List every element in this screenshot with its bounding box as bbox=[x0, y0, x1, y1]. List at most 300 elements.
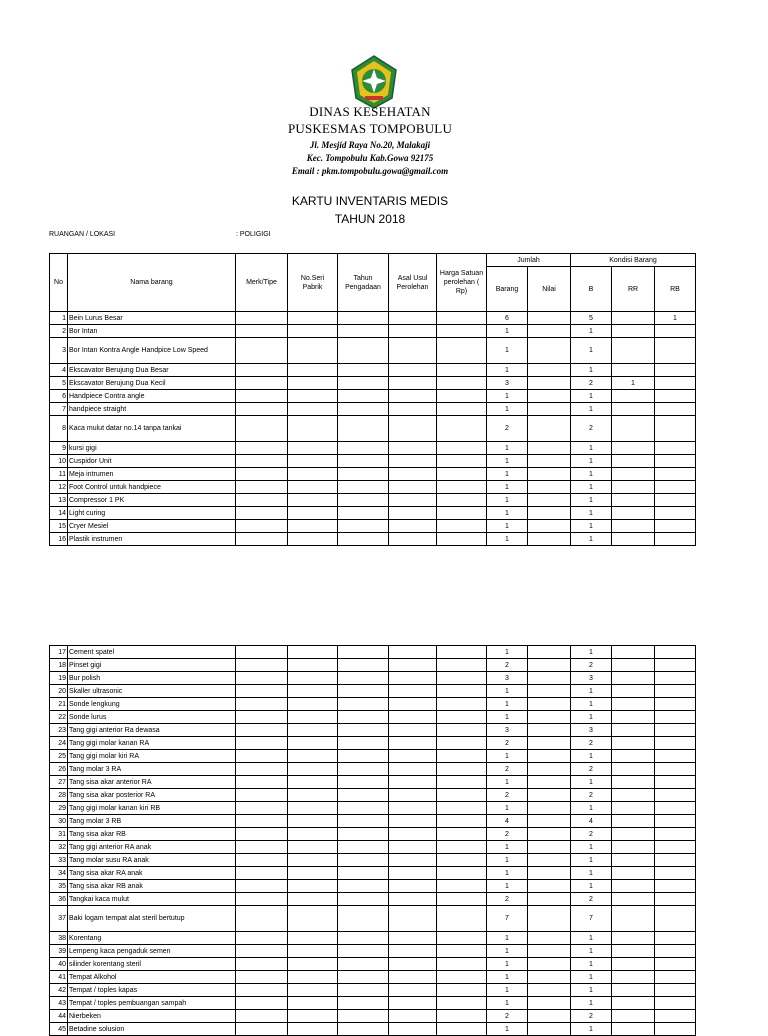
table-row bbox=[50, 481, 696, 494]
kondisi-rr bbox=[612, 468, 655, 481]
barang-count: 1 bbox=[487, 750, 528, 763]
nilai-cell bbox=[528, 468, 571, 481]
kondisi-rr bbox=[612, 828, 655, 841]
barang-count: 1 bbox=[487, 507, 528, 520]
kondisi-rr bbox=[612, 763, 655, 776]
table-row bbox=[50, 945, 696, 958]
kondisi-b: 1 bbox=[571, 533, 612, 546]
kondisi-b: 1 bbox=[571, 364, 612, 377]
kondisi-rr bbox=[612, 750, 655, 763]
harga-cell bbox=[437, 893, 487, 906]
kondisi-rr bbox=[612, 338, 655, 364]
col-barang: Barang bbox=[487, 267, 528, 312]
nilai-cell bbox=[528, 711, 571, 724]
no: 23 bbox=[50, 724, 68, 737]
tahun-cell bbox=[338, 325, 389, 338]
no: 19 bbox=[50, 672, 68, 685]
kondisi-rr bbox=[612, 776, 655, 789]
merk-cell bbox=[236, 416, 288, 442]
nilai-cell bbox=[528, 685, 571, 698]
item-name: Handpiece Contra angle bbox=[68, 390, 236, 403]
table-row bbox=[50, 815, 696, 828]
seri-cell bbox=[288, 841, 338, 854]
barang-count: 2 bbox=[487, 789, 528, 802]
col-rr: RR bbox=[612, 267, 655, 312]
kondisi-rb bbox=[655, 789, 696, 802]
nilai-cell bbox=[528, 828, 571, 841]
kondisi-b: 2 bbox=[571, 416, 612, 442]
nilai-cell bbox=[528, 880, 571, 893]
harga-cell bbox=[437, 672, 487, 685]
asal-cell bbox=[389, 672, 437, 685]
kondisi-rr bbox=[612, 1010, 655, 1023]
asal-cell bbox=[389, 945, 437, 958]
nilai-cell bbox=[528, 776, 571, 789]
kondisi-rr bbox=[612, 659, 655, 672]
inventory-table-page1 bbox=[49, 253, 696, 546]
asal-cell bbox=[389, 802, 437, 815]
harga-cell bbox=[437, 789, 487, 802]
nilai-cell bbox=[528, 893, 571, 906]
kondisi-rb bbox=[655, 533, 696, 546]
kondisi-rr bbox=[612, 789, 655, 802]
barang-count: 1 bbox=[487, 841, 528, 854]
harga-cell bbox=[437, 685, 487, 698]
kondisi-rr bbox=[612, 312, 655, 325]
asal-cell bbox=[389, 984, 437, 997]
harga-cell bbox=[437, 403, 487, 416]
kondisi-rb bbox=[655, 802, 696, 815]
table-row bbox=[50, 711, 696, 724]
kondisi-b: 2 bbox=[571, 1010, 612, 1023]
kondisi-rr bbox=[612, 841, 655, 854]
tahun-cell bbox=[338, 880, 389, 893]
barang-count: 2 bbox=[487, 763, 528, 776]
no: 4 bbox=[50, 364, 68, 377]
item-name: Korentang bbox=[68, 932, 236, 945]
seri-cell bbox=[288, 455, 338, 468]
barang-count: 1 bbox=[487, 468, 528, 481]
nilai-cell bbox=[528, 646, 571, 659]
barang-count: 1 bbox=[487, 455, 528, 468]
tahun-cell bbox=[338, 646, 389, 659]
seri-cell bbox=[288, 698, 338, 711]
seri-cell bbox=[288, 867, 338, 880]
barang-count: 1 bbox=[487, 932, 528, 945]
no: 41 bbox=[50, 971, 68, 984]
kondisi-rr bbox=[612, 672, 655, 685]
tahun-cell bbox=[338, 945, 389, 958]
no: 44 bbox=[50, 1010, 68, 1023]
nilai-cell bbox=[528, 867, 571, 880]
kondisi-rb bbox=[655, 698, 696, 711]
kondisi-rb bbox=[655, 685, 696, 698]
seri-cell bbox=[288, 958, 338, 971]
barang-count: 2 bbox=[487, 737, 528, 750]
harga-cell bbox=[437, 646, 487, 659]
barang-count: 1 bbox=[487, 646, 528, 659]
no: 5 bbox=[50, 377, 68, 390]
kondisi-rr bbox=[612, 802, 655, 815]
table-row bbox=[50, 403, 696, 416]
merk-cell bbox=[236, 724, 288, 737]
email-line: Email : pkm.tompobulu.gowa@gmail.com bbox=[291, 166, 449, 176]
item-name: Sonde lengkung bbox=[68, 698, 236, 711]
item-name: Tempat / toples pembuangan sampah bbox=[68, 997, 236, 1010]
kondisi-rr: 1 bbox=[612, 377, 655, 390]
merk-cell bbox=[236, 442, 288, 455]
nilai-cell bbox=[528, 672, 571, 685]
seri-cell bbox=[288, 507, 338, 520]
no: 30 bbox=[50, 815, 68, 828]
tahun-cell bbox=[338, 971, 389, 984]
tahun-cell bbox=[338, 828, 389, 841]
table-row bbox=[50, 867, 696, 880]
nilai-cell bbox=[528, 997, 571, 1010]
asal-cell bbox=[389, 776, 437, 789]
harga-cell bbox=[437, 364, 487, 377]
merk-cell bbox=[236, 533, 288, 546]
harga-cell bbox=[437, 533, 487, 546]
dept-name: DINAS KESEHATAN bbox=[309, 104, 431, 119]
no: 31 bbox=[50, 828, 68, 841]
col-seri: No.Seri Pabrik bbox=[288, 254, 338, 312]
center-name: PUSKESMAS TOMPOBULU bbox=[287, 121, 453, 136]
item-name: Tang molar susu RA anak bbox=[68, 854, 236, 867]
kondisi-b: 1 bbox=[571, 685, 612, 698]
nilai-cell bbox=[528, 763, 571, 776]
harga-cell bbox=[437, 325, 487, 338]
nilai-cell bbox=[528, 338, 571, 364]
no: 1 bbox=[50, 312, 68, 325]
kondisi-rr bbox=[612, 442, 655, 455]
asal-cell bbox=[389, 867, 437, 880]
item-name: Pinset gigi bbox=[68, 659, 236, 672]
item-name: Compressor 1 PK bbox=[68, 494, 236, 507]
barang-count: 3 bbox=[487, 724, 528, 737]
table-row bbox=[50, 958, 696, 971]
kondisi-b: 2 bbox=[571, 737, 612, 750]
kondisi-b: 1 bbox=[571, 468, 612, 481]
merk-cell bbox=[236, 312, 288, 325]
kondisi-rr bbox=[612, 815, 655, 828]
seri-cell bbox=[288, 1010, 338, 1023]
table-row bbox=[50, 377, 696, 390]
tahun-cell bbox=[338, 815, 389, 828]
kondisi-rb bbox=[655, 984, 696, 997]
merk-cell bbox=[236, 750, 288, 763]
kondisi-rb bbox=[655, 893, 696, 906]
tahun-cell bbox=[338, 841, 389, 854]
item-name: Tang gigi anterior Ra dewasa bbox=[68, 724, 236, 737]
kondisi-b: 1 bbox=[571, 945, 612, 958]
merk-cell bbox=[236, 659, 288, 672]
nilai-cell bbox=[528, 958, 571, 971]
no: 25 bbox=[50, 750, 68, 763]
asal-cell bbox=[389, 828, 437, 841]
kondisi-rr bbox=[612, 481, 655, 494]
item-name: Tang gigi molar kanan RA bbox=[68, 737, 236, 750]
nilai-cell bbox=[528, 984, 571, 997]
kondisi-b: 1 bbox=[571, 1023, 612, 1036]
table-row bbox=[50, 880, 696, 893]
seri-cell bbox=[288, 338, 338, 364]
item-name: kursi gigi bbox=[68, 442, 236, 455]
item-name: Foot Control untuk handpiece bbox=[68, 481, 236, 494]
harga-cell bbox=[437, 1023, 487, 1036]
nilai-cell bbox=[528, 932, 571, 945]
tahun-cell bbox=[338, 724, 389, 737]
item-name: Tangkai kaca mulut bbox=[68, 893, 236, 906]
table-row bbox=[50, 659, 696, 672]
harga-cell bbox=[437, 659, 487, 672]
tahun-cell bbox=[338, 997, 389, 1010]
location-label: RUANGAN / LOKASI bbox=[49, 231, 116, 238]
no: 26 bbox=[50, 763, 68, 776]
nilai-cell bbox=[528, 971, 571, 984]
item-name: Tang gigi molar kanan kiri RB bbox=[68, 802, 236, 815]
col-no: No bbox=[50, 254, 68, 312]
kondisi-rb bbox=[655, 377, 696, 390]
kondisi-b: 2 bbox=[571, 763, 612, 776]
kondisi-rr bbox=[612, 958, 655, 971]
nilai-cell bbox=[528, 403, 571, 416]
merk-cell bbox=[236, 997, 288, 1010]
kondisi-rr bbox=[612, 893, 655, 906]
col-harga: Harga Satuan perolehan ( Rp) bbox=[437, 254, 487, 312]
tahun-cell bbox=[338, 984, 389, 997]
merk-cell bbox=[236, 880, 288, 893]
table-row bbox=[50, 984, 696, 997]
kondisi-b: 2 bbox=[571, 893, 612, 906]
kondisi-rb bbox=[655, 455, 696, 468]
kondisi-rb bbox=[655, 659, 696, 672]
table-row bbox=[50, 971, 696, 984]
barang-count: 1 bbox=[487, 533, 528, 546]
merk-cell bbox=[236, 481, 288, 494]
no: 15 bbox=[50, 520, 68, 533]
nilai-cell bbox=[528, 1023, 571, 1036]
item-name: Betadine solusion bbox=[68, 1023, 236, 1036]
kondisi-rb bbox=[655, 828, 696, 841]
asal-cell bbox=[389, 481, 437, 494]
harga-cell bbox=[437, 416, 487, 442]
harga-cell bbox=[437, 390, 487, 403]
seri-cell bbox=[288, 945, 338, 958]
kondisi-rr bbox=[612, 403, 655, 416]
tahun-cell bbox=[338, 711, 389, 724]
harga-cell bbox=[437, 971, 487, 984]
seri-cell bbox=[288, 659, 338, 672]
harga-cell bbox=[437, 468, 487, 481]
seri-cell bbox=[288, 737, 338, 750]
kondisi-b: 1 bbox=[571, 698, 612, 711]
item-name: Nierbeken bbox=[68, 1010, 236, 1023]
item-name: Baki logam tempat alat steril bertutup bbox=[68, 906, 236, 932]
kondisi-rb bbox=[655, 841, 696, 854]
nilai-cell bbox=[528, 815, 571, 828]
tahun-cell bbox=[338, 390, 389, 403]
seri-cell bbox=[288, 776, 338, 789]
kondisi-rb bbox=[655, 737, 696, 750]
kondisi-b: 1 bbox=[571, 646, 612, 659]
asal-cell bbox=[389, 711, 437, 724]
no: 35 bbox=[50, 880, 68, 893]
harga-cell bbox=[437, 763, 487, 776]
no: 11 bbox=[50, 468, 68, 481]
merk-cell bbox=[236, 390, 288, 403]
tahun-cell bbox=[338, 494, 389, 507]
kondisi-rb bbox=[655, 711, 696, 724]
kondisi-rr bbox=[612, 520, 655, 533]
barang-count: 1 bbox=[487, 1023, 528, 1036]
asal-cell bbox=[389, 659, 437, 672]
kondisi-rr bbox=[612, 364, 655, 377]
asal-cell bbox=[389, 494, 437, 507]
no: 10 bbox=[50, 455, 68, 468]
nilai-cell bbox=[528, 520, 571, 533]
tahun-cell bbox=[338, 685, 389, 698]
seri-cell bbox=[288, 364, 338, 377]
kondisi-rr bbox=[612, 945, 655, 958]
nilai-cell bbox=[528, 906, 571, 932]
item-name: Tang sisa akar posterior RA bbox=[68, 789, 236, 802]
table-row bbox=[50, 828, 696, 841]
no: 16 bbox=[50, 533, 68, 546]
table-row bbox=[50, 724, 696, 737]
merk-cell bbox=[236, 338, 288, 364]
harga-cell bbox=[437, 377, 487, 390]
no: 38 bbox=[50, 932, 68, 945]
kondisi-b: 2 bbox=[571, 828, 612, 841]
kondisi-rb bbox=[655, 507, 696, 520]
no: 18 bbox=[50, 659, 68, 672]
tahun-cell bbox=[338, 958, 389, 971]
item-name: Tang molar 3 RA bbox=[68, 763, 236, 776]
barang-count: 1 bbox=[487, 984, 528, 997]
merk-cell bbox=[236, 711, 288, 724]
nilai-cell bbox=[528, 698, 571, 711]
kondisi-rb bbox=[655, 364, 696, 377]
tahun-cell bbox=[338, 763, 389, 776]
asal-cell bbox=[389, 416, 437, 442]
tahun-cell bbox=[338, 789, 389, 802]
kondisi-rr bbox=[612, 416, 655, 442]
harga-cell bbox=[437, 867, 487, 880]
no: 20 bbox=[50, 685, 68, 698]
seri-cell bbox=[288, 646, 338, 659]
barang-count: 1 bbox=[487, 338, 528, 364]
kondisi-rb bbox=[655, 672, 696, 685]
tahun-cell bbox=[338, 932, 389, 945]
asal-cell bbox=[389, 971, 437, 984]
item-name: Kaca mulut datar no.14 tanpa tankai bbox=[68, 416, 236, 442]
kondisi-b: 1 bbox=[571, 325, 612, 338]
barang-count: 2 bbox=[487, 893, 528, 906]
nilai-cell bbox=[528, 494, 571, 507]
barang-count: 1 bbox=[487, 494, 528, 507]
kondisi-b: 1 bbox=[571, 481, 612, 494]
item-name: Tang gigi molar kiri RA bbox=[68, 750, 236, 763]
harga-cell bbox=[437, 906, 487, 932]
kondisi-b: 1 bbox=[571, 711, 612, 724]
table-row bbox=[50, 338, 696, 364]
col-nilai: Nilai bbox=[528, 267, 571, 312]
nilai-cell bbox=[528, 789, 571, 802]
barang-count: 1 bbox=[487, 481, 528, 494]
asal-cell bbox=[389, 1010, 437, 1023]
table-row bbox=[50, 776, 696, 789]
asal-cell bbox=[389, 520, 437, 533]
tahun-cell bbox=[338, 507, 389, 520]
harga-cell bbox=[437, 997, 487, 1010]
table-row bbox=[50, 520, 696, 533]
tahun-cell bbox=[338, 737, 389, 750]
barang-count: 1 bbox=[487, 880, 528, 893]
kondisi-rb bbox=[655, 867, 696, 880]
merk-cell bbox=[236, 1023, 288, 1036]
kondisi-b: 1 bbox=[571, 338, 612, 364]
merk-cell bbox=[236, 455, 288, 468]
tahun-cell bbox=[338, 481, 389, 494]
nilai-cell bbox=[528, 802, 571, 815]
table-row bbox=[50, 698, 696, 711]
kondisi-b: 1 bbox=[571, 520, 612, 533]
no: 17 bbox=[50, 646, 68, 659]
harga-cell bbox=[437, 507, 487, 520]
kondisi-rb bbox=[655, 494, 696, 507]
kondisi-b: 1 bbox=[571, 958, 612, 971]
kondisi-rb bbox=[655, 763, 696, 776]
table-row bbox=[50, 533, 696, 546]
table-row bbox=[50, 325, 696, 338]
harga-cell bbox=[437, 984, 487, 997]
asal-cell bbox=[389, 533, 437, 546]
table-row bbox=[50, 1010, 696, 1023]
seri-cell bbox=[288, 789, 338, 802]
no: 6 bbox=[50, 390, 68, 403]
merk-cell bbox=[236, 802, 288, 815]
merk-cell bbox=[236, 1010, 288, 1023]
kondisi-b: 2 bbox=[571, 659, 612, 672]
location-value: : POLIGIGI bbox=[236, 231, 271, 238]
harga-cell bbox=[437, 828, 487, 841]
kondisi-rb bbox=[655, 932, 696, 945]
asal-cell bbox=[389, 854, 437, 867]
item-name: Tempat / toples kapas bbox=[68, 984, 236, 997]
kondisi-b: 1 bbox=[571, 971, 612, 984]
item-name: Skaller ultrasonic bbox=[68, 685, 236, 698]
col-jumlah: Jumlah bbox=[487, 254, 571, 267]
nilai-cell bbox=[528, 854, 571, 867]
asal-cell bbox=[389, 815, 437, 828]
item-name: Tang sisa akar RB anak bbox=[68, 880, 236, 893]
kondisi-rb bbox=[655, 1010, 696, 1023]
nilai-cell bbox=[528, 481, 571, 494]
barang-count: 2 bbox=[487, 828, 528, 841]
kondisi-b: 1 bbox=[571, 997, 612, 1010]
barang-count: 1 bbox=[487, 698, 528, 711]
merk-cell bbox=[236, 906, 288, 932]
asal-cell bbox=[389, 997, 437, 1010]
seri-cell bbox=[288, 377, 338, 390]
table-row bbox=[50, 854, 696, 867]
item-name: handpiece straight bbox=[68, 403, 236, 416]
harga-cell bbox=[437, 841, 487, 854]
nilai-cell bbox=[528, 455, 571, 468]
table-row bbox=[50, 841, 696, 854]
kondisi-b: 1 bbox=[571, 507, 612, 520]
